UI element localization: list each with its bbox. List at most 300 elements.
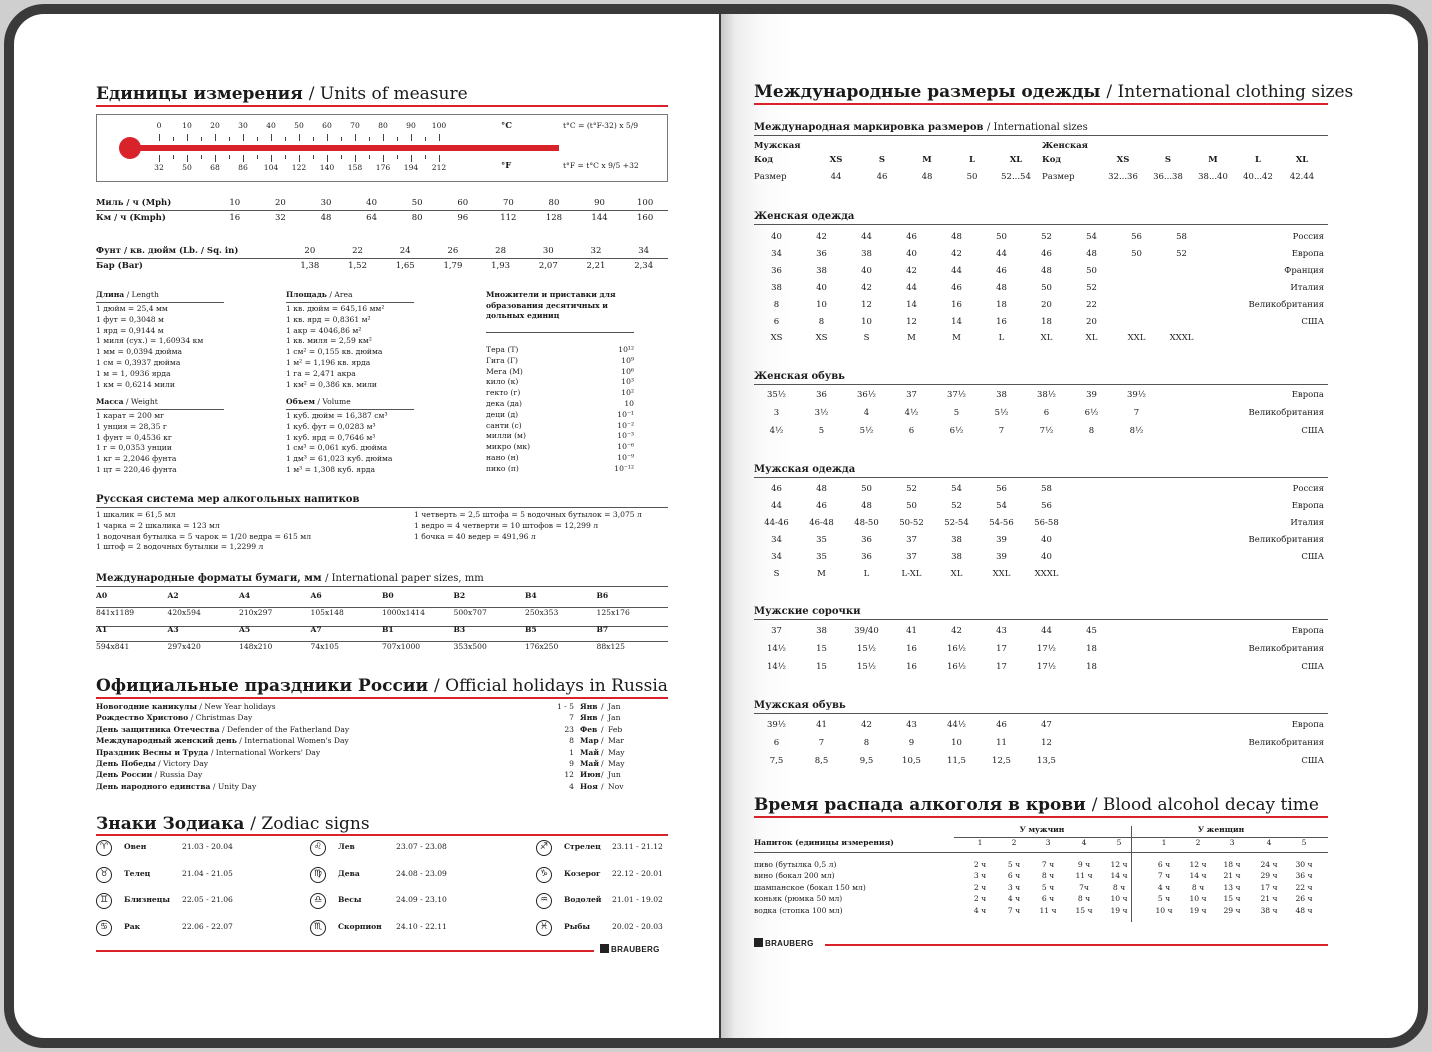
women-clothes-row <box>754 333 1328 350</box>
mph-row <box>96 198 668 208</box>
value-cell: 60 <box>457 198 469 208</box>
holiday-row <box>96 759 668 770</box>
men-clothes-cell: 38 <box>951 534 962 545</box>
women-clothes-cell: 14 <box>906 299 917 310</box>
women-shoes-cell: 8 <box>1088 426 1095 436</box>
men-clothes-cell: 39 <box>996 551 1007 562</box>
prefix-name: Гига (Г) <box>486 355 518 365</box>
women-clothes-cell: 40 <box>861 265 872 276</box>
mass-item: 1 карат = 200 мг <box>96 411 165 420</box>
prefix-value: 10⁻² <box>617 420 634 430</box>
shirts-title: Мужские сорочки <box>754 606 861 617</box>
men-clothes-row <box>754 569 1328 586</box>
paper-size: 176x250 <box>525 641 559 651</box>
brand-logo-right <box>754 938 814 948</box>
women-shoes-cell: 5 <box>953 408 960 418</box>
women-clothes-cell: 22 <box>1086 299 1097 310</box>
men-clothes-cell: XXXL <box>1034 568 1059 579</box>
shirts-cell: 18 <box>1086 644 1097 654</box>
women-shoes-cell: 3½ <box>814 408 829 418</box>
women-clothes-row <box>754 266 1328 283</box>
women-size: 42.44 <box>1289 172 1315 182</box>
zodiac-item <box>310 893 520 913</box>
aquarius-icon: ♒ <box>536 893 552 909</box>
holiday-name-ru: День Победы <box>96 758 156 768</box>
blood-drink: пиво (бутылка 0,5 л) <box>754 860 837 869</box>
men-code: XS <box>829 155 843 165</box>
holiday-day: 4 <box>569 781 574 791</box>
value-cell: 32 <box>590 246 602 256</box>
women-size: 40...42 <box>1243 172 1273 182</box>
paper-format: A7 <box>310 625 322 634</box>
mph-rule <box>96 210 668 211</box>
men-clothes-cell: 56-58 <box>1034 517 1059 528</box>
holidays-title-ru: Официальные праздники России <box>96 676 429 696</box>
holiday-row <box>96 713 668 724</box>
women-clothes-cell: 8 <box>773 299 780 310</box>
women-clothes-cell: 38 <box>816 265 827 276</box>
women-clothes-cell: XXXL <box>1169 333 1194 344</box>
holiday-month-en: May <box>608 747 625 757</box>
holiday-month: Фев <box>580 724 598 734</box>
zodiac-item <box>310 840 520 860</box>
men-shoes-row <box>754 756 1328 774</box>
blood-women-time: 10 ч <box>1155 905 1173 915</box>
women-clothes-cell: 52 <box>1041 232 1052 242</box>
prefix-value: 10⁶ <box>621 366 634 376</box>
fahrenheit-label: 176 <box>375 163 391 172</box>
zodiac-name: Козерог <box>564 868 601 878</box>
women-clothes-row <box>754 300 1328 317</box>
women-clothes-cell: 54 <box>1086 232 1097 242</box>
fahrenheit-tick <box>173 155 174 159</box>
prefix-row <box>486 388 634 399</box>
zodiac-name: Водолей <box>564 895 602 904</box>
prefix-list <box>486 345 634 475</box>
area-title-en: / Area <box>329 290 353 299</box>
blood-women-time: 36 ч <box>1295 871 1313 881</box>
area-title <box>286 290 352 301</box>
shirts-cell: 17½ <box>1036 662 1057 672</box>
men-shoes-country: Великобритания <box>1248 738 1324 748</box>
men-clothes-cell: 54 <box>951 484 962 494</box>
men-clothes-country: Великобритания <box>1248 534 1324 545</box>
women-clothes-country: Великобритания <box>1248 299 1324 310</box>
volume-title <box>286 397 351 408</box>
holiday-month: Янв <box>580 713 598 723</box>
shirts-cell: 17 <box>996 662 1007 672</box>
women-shoes-cell: 7 <box>998 426 1005 436</box>
celsius-tick <box>383 134 384 141</box>
blood-men-time: 8 ч <box>1077 894 1091 904</box>
holiday-name-en: / International Women's Day <box>239 736 349 746</box>
blood-women-time: 24 ч <box>1260 860 1278 869</box>
women-shoes-cell: 37 <box>906 390 917 400</box>
women-clothes-country: Европа <box>1291 248 1324 259</box>
women-clothes-row <box>754 283 1328 300</box>
women-code: L <box>1255 155 1261 165</box>
bar-row <box>96 261 668 271</box>
holiday-sep: / <box>601 758 604 768</box>
men-shoes-cell: 42 <box>861 720 872 730</box>
celsius-tick <box>299 134 300 141</box>
pisces-icon: ♓ <box>536 920 552 936</box>
length-item: 1 мм = 0,0394 дюйма <box>96 347 183 357</box>
prefix-value: 10⁹ <box>621 355 634 365</box>
prefix-name: пико (п) <box>486 463 519 473</box>
paper-cell <box>96 625 129 653</box>
zodiac-item <box>536 840 719 860</box>
blood-men-num: 4 <box>1081 838 1087 847</box>
zodiac-name: Стрелец <box>564 842 601 851</box>
celsius-unit: °C <box>501 121 513 131</box>
women-code: XS <box>1116 155 1130 165</box>
blood-row <box>754 860 1328 871</box>
paper-size: 148x210 <box>239 641 273 651</box>
women-clothes-row <box>754 232 1328 249</box>
men-clothes-title: Мужская одежда <box>754 464 856 475</box>
blood-women-label: У женщин <box>1197 825 1245 834</box>
area-item: 1 кв. ярд = 0,8361 м² <box>286 314 371 324</box>
prefix-value: 10¹² <box>618 345 634 354</box>
mass-title-en: / Weight <box>125 397 158 406</box>
women-clothes-cell: 38 <box>771 282 782 293</box>
women-size: 32...36 <box>1108 172 1138 182</box>
women-clothes-cell: 50 <box>996 232 1007 242</box>
alcohol-system-left <box>96 510 311 553</box>
paper-rule-1 <box>96 586 668 587</box>
left-page <box>14 14 719 1038</box>
men-shoes-cell: 43 <box>906 720 917 730</box>
women-shoes-cell: 6 <box>908 426 915 436</box>
celsius-tick <box>355 134 356 141</box>
women-shoes-country: Великобритания <box>1248 408 1324 418</box>
shirts-cell: 16 <box>906 644 917 654</box>
holiday-month-en: Jun <box>608 770 621 780</box>
men-clothes-country: Россия <box>1292 484 1324 494</box>
men-clothes-cell: 37 <box>906 551 917 562</box>
men-clothes-country: Италия <box>1290 517 1324 528</box>
length-title <box>96 290 159 301</box>
length-title-en: / Length <box>126 290 159 299</box>
women-clothes-cell: 6 <box>773 316 780 327</box>
women-size: 36...38 <box>1153 172 1183 182</box>
women-shoes-cell: 36 <box>816 390 827 400</box>
volume-item: 1 см³ = 0,061 куб. дюйма <box>286 443 388 453</box>
celsius-label: 60 <box>322 121 332 130</box>
prefix-name: санти (с) <box>486 420 522 430</box>
code-label: Код <box>754 155 774 165</box>
paper-format: A3 <box>167 625 179 634</box>
women-clothes-cell: 12 <box>906 316 917 327</box>
men-shoes-cell: 7 <box>818 738 825 748</box>
marking-rule <box>754 135 1328 136</box>
area-item: 1 км² = 0,386 кв. мили <box>286 379 377 389</box>
paper-cell <box>597 591 630 619</box>
marking-title-en: / International sizes <box>986 122 1088 133</box>
paper-format: B2 <box>453 591 466 600</box>
libra-icon: ♎ <box>310 893 326 909</box>
men-shoes-cell: 8,5 <box>814 756 829 766</box>
women-clothes-country: Россия <box>1292 232 1324 242</box>
holiday-month: Мар <box>580 736 599 746</box>
value-cell: 30 <box>320 198 332 208</box>
men-shoes-rule <box>754 713 1328 714</box>
blood-men-time: 7 ч <box>1007 905 1021 915</box>
women-clothes-cell: 18 <box>1041 316 1052 327</box>
fahrenheit-tick <box>397 155 398 159</box>
zodiac-dates: 22.12 - 20.01 <box>612 868 663 878</box>
holidays-title <box>96 676 668 696</box>
units-title <box>96 84 468 104</box>
fahrenheit-tick <box>285 155 286 159</box>
blood-women-num: 1 <box>1161 838 1167 847</box>
blood-women-time: 13 ч <box>1223 882 1241 892</box>
blood-women-time: 7 ч <box>1157 871 1171 881</box>
fahrenheit-label: 140 <box>319 163 335 172</box>
fahrenheit-formula: t°F = t°C x 9/5 +32 <box>563 161 639 170</box>
men-clothes-row <box>754 535 1328 552</box>
blood-women-time: 18 ч <box>1223 860 1241 869</box>
blood-women-num: 4 <box>1266 838 1272 847</box>
holiday-name-ru: Рождество Христово <box>96 713 189 723</box>
men-clothes-cell: 58 <box>1041 484 1052 494</box>
psi-rule <box>96 258 668 259</box>
prefix-rule <box>486 332 634 333</box>
prefix-row <box>486 356 634 367</box>
women-shoes-cell: 5½ <box>994 408 1009 418</box>
blood-men-time: 14 ч <box>1110 871 1128 881</box>
men-shoes-row <box>754 720 1328 738</box>
men-clothes-cell: 50 <box>906 500 917 511</box>
holiday-row <box>96 736 668 747</box>
women-shoes-cell: 5½ <box>859 426 874 436</box>
men-clothes-row <box>754 501 1328 518</box>
gemini-icon: ♊ <box>96 893 112 909</box>
blood-drink: водка (стопка 100 мл) <box>754 905 843 915</box>
celsius-tick <box>229 137 230 141</box>
volume-rule <box>286 409 414 410</box>
men-clothes-cell: 50-52 <box>899 517 924 528</box>
thermo-tube <box>133 145 559 151</box>
psi-row <box>96 246 668 256</box>
shirts-cell: 39/40 <box>854 626 879 636</box>
zodiac-title <box>96 814 370 834</box>
women-shoes-cell: 38 <box>996 390 1007 400</box>
mass-item: 1 цт = 220,46 фунта <box>96 464 177 474</box>
men-clothes-cell: 54-56 <box>989 517 1014 528</box>
alcohol-item: 1 шкалик = 61,5 мл <box>96 510 176 519</box>
paper-size: 594x841 <box>96 641 130 651</box>
holiday-month-en: Feb <box>608 724 623 734</box>
blood-men-time: 3 ч <box>973 871 987 881</box>
fahrenheit-tick <box>313 155 314 159</box>
zodiac-name: Лев <box>338 842 355 851</box>
holiday-day: 9 <box>569 758 574 768</box>
women-shoes-title: Женская обувь <box>754 371 845 382</box>
fahrenheit-tick <box>201 155 202 159</box>
blood-women-time: 22 ч <box>1295 882 1313 892</box>
women-clothes-cell: L <box>998 333 1005 344</box>
length-item: 1 м = 1, 0936 ярда <box>96 368 171 378</box>
kmh-row <box>96 213 668 223</box>
holiday-name <box>96 770 202 781</box>
holiday-month: Июн <box>580 770 601 780</box>
paper-cell <box>525 591 558 619</box>
celsius-tick <box>397 137 398 141</box>
blood-drink: вино (бокал 200 мл) <box>754 871 835 881</box>
women-shoes-cell: 4½ <box>904 408 919 418</box>
value-cell: 20 <box>304 246 316 256</box>
holiday-sep: / <box>601 781 604 791</box>
women-shoes-row <box>754 426 1328 444</box>
alcohol-item: 1 штоф = 2 водочных бутылки = 1,2299 л <box>96 542 264 552</box>
length-item: 1 ярд = 0,9144 м <box>96 325 164 335</box>
zodiac-item <box>536 920 719 940</box>
mass-list <box>96 411 177 476</box>
mass-item: 1 фунт = 0,4536 кг <box>96 432 172 442</box>
paper-cell <box>382 625 420 653</box>
brand-logo-mark-right <box>754 938 763 947</box>
women-clothes-cell: 18 <box>996 299 1007 310</box>
left-footer-rule <box>96 950 594 952</box>
holiday-row <box>96 725 668 736</box>
holiday-name-ru: Новогодние каникулы <box>96 702 197 711</box>
shirts-cell: 41 <box>906 626 917 636</box>
women-clothes-cell: 10 <box>861 316 872 327</box>
zodiac-dates: 21.01 - 19.02 <box>612 895 663 904</box>
men-code: XL <box>1009 155 1023 165</box>
paper-title <box>96 573 484 584</box>
men-shoes-cell: 13,5 <box>1037 756 1056 766</box>
bar-label: Бар (Bar) <box>96 261 143 271</box>
men-code: M <box>922 155 932 165</box>
area-title-ru: Площадь <box>286 290 327 299</box>
holiday-name-ru: День России <box>96 770 153 780</box>
women-clothes-cell: 40 <box>771 232 782 242</box>
women-clothes-cell: 46 <box>906 232 917 242</box>
women-shoes-country: Европа <box>1291 390 1324 400</box>
holiday-sep: / <box>601 736 604 746</box>
blood-men-time: 8 ч <box>1041 871 1055 881</box>
paper-format: A1 <box>96 625 108 634</box>
clothing-title-rule <box>754 103 1328 105</box>
prefix-value: 10⁻³ <box>617 431 634 441</box>
value-cell: 40 <box>366 198 377 208</box>
women-code: M <box>1208 155 1218 165</box>
fahrenheit-label: 212 <box>431 163 447 172</box>
value-cell: 34 <box>638 246 650 256</box>
blood-women-time: 8 ч <box>1191 882 1205 892</box>
holidays-title-en: / Official holidays in Russia <box>434 676 668 696</box>
zodiac-name: Дева <box>338 868 360 878</box>
length-item: 1 миля (сух.) = 1,60934 км <box>96 336 204 346</box>
shirts-row <box>754 662 1328 680</box>
thermometer <box>96 114 668 182</box>
cancer-icon: ♋ <box>96 920 112 936</box>
women-size: 38...40 <box>1198 172 1228 182</box>
paper-size: 707x1000 <box>382 641 421 651</box>
shirts-country: Великобритания <box>1248 644 1324 654</box>
blood-women-time: 4 ч <box>1157 882 1171 892</box>
zodiac-dates: 21.04 - 21.05 <box>182 868 233 878</box>
celsius-label: 10 <box>182 121 192 130</box>
men-clothes-cell: 48 <box>861 500 872 511</box>
virgo-icon: ♍ <box>310 867 326 883</box>
women-clothes-cell: 52 <box>1086 282 1097 293</box>
length-list <box>96 304 203 390</box>
volume-item: 1 куб. фут = 0,0283 м³ <box>286 421 376 431</box>
men-size: 48 <box>921 172 933 182</box>
right-page <box>721 14 1418 1038</box>
alcohol-system-title: Русская система мер алкогольных напитков <box>96 494 360 505</box>
women-clothes-cell: 52 <box>1176 248 1187 259</box>
blood-men-label: У мужчин <box>1019 825 1065 834</box>
prefix-value: 10⁻¹ <box>617 409 634 419</box>
fahrenheit-tick <box>383 155 384 162</box>
men-size: 44 <box>830 172 842 182</box>
men-shoes-country: США <box>1301 756 1324 766</box>
shirts-cell: 15½ <box>856 644 877 654</box>
blood-men-time: 4 ч <box>973 905 987 915</box>
paper-format: A4 <box>239 591 251 600</box>
fahrenheit-label: 32 <box>154 163 164 172</box>
volume-list <box>286 411 392 476</box>
mass-title <box>96 397 158 408</box>
fahrenheit-tick <box>327 155 328 162</box>
women-clothes-cell: 44 <box>861 232 872 242</box>
clothing-title-en: / International clothing sizes <box>1106 82 1354 102</box>
blood-header-rule <box>754 852 1328 853</box>
women-clothes-cell: 44 <box>951 265 962 276</box>
shirts-cell: 16½ <box>946 662 967 672</box>
volume-item: 1 м³ = 1,308 куб. ярда <box>286 464 376 474</box>
celsius-label: 30 <box>238 121 248 130</box>
brand-name: BRAUBERG <box>611 945 660 954</box>
holiday-day: 12 <box>564 770 574 780</box>
paper-format: B4 <box>525 591 537 600</box>
area-item: 1 см² = 0,155 кв. дюйма <box>286 347 383 357</box>
zodiac-title-ru: Знаки Зодиака <box>96 814 245 834</box>
blood-women-time: 30 ч <box>1295 860 1313 869</box>
men-clothes-cell: M <box>817 568 826 579</box>
prefix-value: 10⁻⁹ <box>617 452 634 462</box>
brand-name-right: BRAUBERG <box>765 939 814 948</box>
size-label: Размер <box>754 172 787 182</box>
value-cell: 96 <box>457 213 469 223</box>
paper-rule-2 <box>96 607 668 608</box>
paper-cell <box>239 625 272 653</box>
zodiac-name: Рыбы <box>564 921 590 931</box>
blood-row <box>754 894 1328 905</box>
men-clothes-cell: L <box>863 568 870 579</box>
holiday-sep: / <box>601 747 604 757</box>
women-clothes-row <box>754 249 1328 266</box>
men-clothes-cell: 40 <box>1041 551 1052 562</box>
women-clothes-cell: 8 <box>818 316 825 327</box>
women-clothes-cell: 34 <box>771 248 782 259</box>
holiday-name-en: / Christmas Day <box>190 713 253 723</box>
zodiac-grid <box>96 840 668 950</box>
zodiac-name: Весы <box>338 895 362 904</box>
blood-women-num: 5 <box>1301 838 1307 847</box>
women-shoes-cell: 6 <box>1043 408 1050 418</box>
value-cell: 160 <box>637 213 654 223</box>
zodiac-item <box>96 920 306 940</box>
blood-title-en: / Blood alcohol decay time <box>1091 795 1319 815</box>
holiday-day: 1 <box>569 747 574 757</box>
blood-women-time: 29 ч <box>1260 871 1278 881</box>
